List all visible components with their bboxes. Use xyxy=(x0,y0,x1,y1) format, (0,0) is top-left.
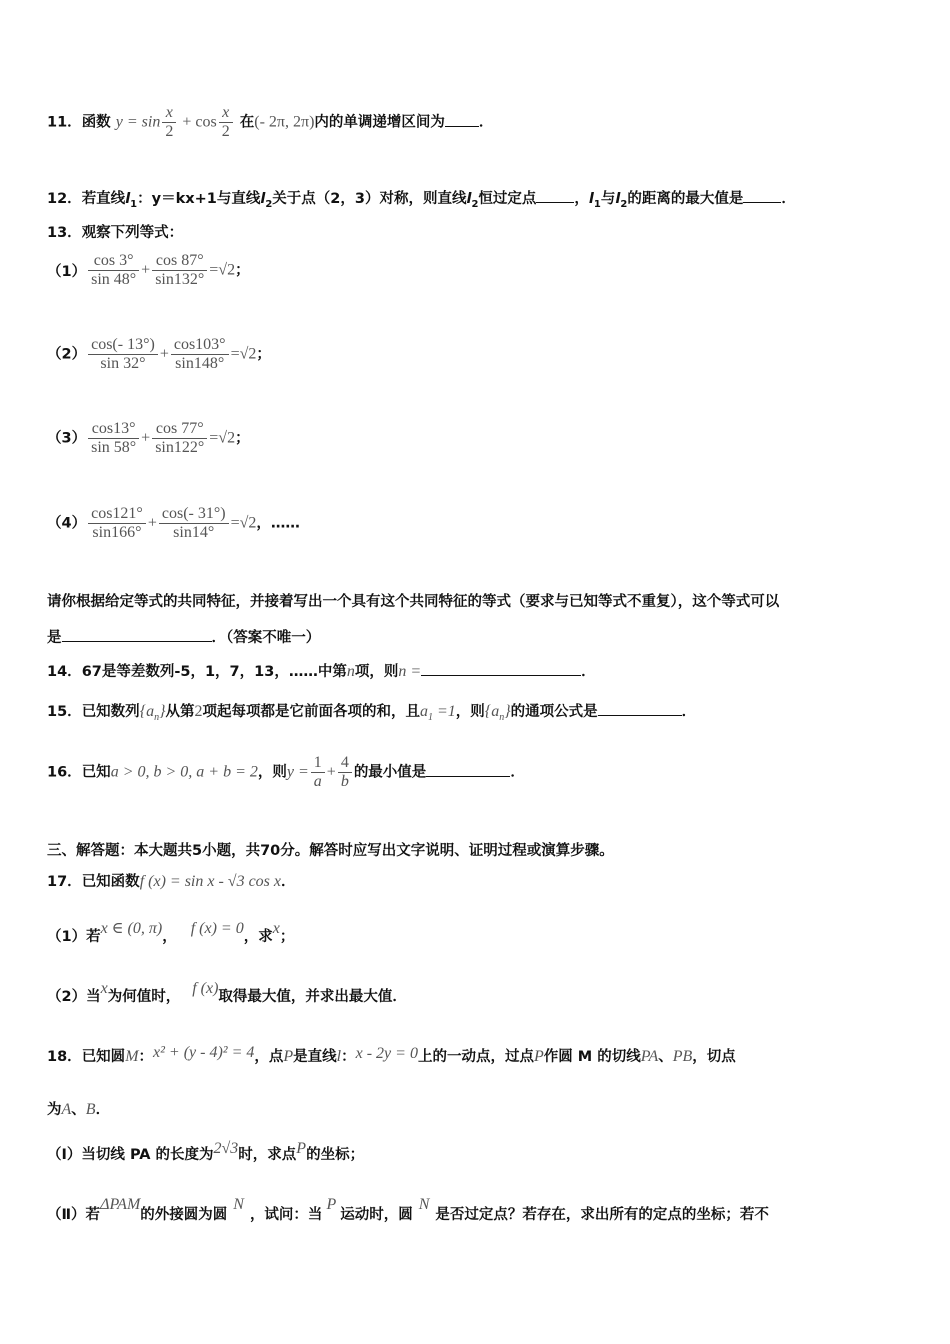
question-18: 18．已知圆M：x² + (y - 4)² = 4，点P是直线l：x - 2y = 0上的一动点，过点P作圆 M 的切线PA、PB，切点 xyxy=(47,1044,736,1065)
answer-blank[interactable] xyxy=(445,112,479,127)
equation-1: （1） $\frac{\cos 3^\circ}{\sin 48^\circ}$ + $\frac{\cos 87^\circ}{\sin 132^\circ}$ =√2； xyxy=(47,252,250,288)
section-3-heading: 三、解答题：本大题共5小题，共70分。解答时应写出文字说明、证明过程或演算步骤。 xyxy=(47,843,614,859)
answer-blank[interactable] xyxy=(426,762,510,777)
answer-blank[interactable] xyxy=(598,701,682,716)
answer-blank[interactable] xyxy=(536,188,574,203)
question-17-part-1: （1）若x ∈ (0, π)， f (x) = 0，求x； xyxy=(47,920,295,945)
question-18-line-2: 为A、B． xyxy=(47,1101,111,1118)
question-18-part-1: （Ⅰ）当切线 PA 的长度为2√3时，求点P的坐标； xyxy=(47,1140,365,1163)
question-13-ask-2: 是 ．（答案不唯一） xyxy=(47,626,320,647)
question-15: 15．已知数列$\{a_n\}$从第2项起每项都是它前面各项的和，且$a_1 =1$，则$\{a_n\}$的通项公式是 ． xyxy=(47,703,697,724)
question-13-title: 13．观察下列等式： xyxy=(47,225,184,241)
question-17: 17．已知函数f (x) = sin x - √3 cos x． xyxy=(47,873,296,890)
question-11: 11．函数 y = sin $\frac{x}{2}$ + cos $\frac{x}{2}$ 在(- 2π, 2π)内的单调递增区间为 ． xyxy=(47,104,494,140)
question-16: 16．已知a > 0, b > 0, a + b = 2，则y = $\frac{1}{a}$ + $\frac{4}{b}$ 的最小值是 ． xyxy=(47,754,525,790)
question-17-part-2: （2）当x为何值时， f (x)取得最大值，并求出最大值． xyxy=(47,980,407,1005)
answer-blank[interactable] xyxy=(743,188,781,203)
q11-formula: y = sin xyxy=(115,113,161,131)
answer-blank[interactable] xyxy=(62,627,212,642)
fraction: $\frac{x}{2}$ xyxy=(219,104,233,141)
question-14: 14．67是等差数列-5，1，7，13，……中第n项，则n = ． xyxy=(47,663,596,680)
equation-2: （2） $\frac{\cos(- 13^\circ)}{\sin 32^\circ}$ + $\frac{\cos 103^\circ}{\sin 148^\circ}$ =√2； xyxy=(47,336,271,372)
fraction: $\frac{x}{2}$ xyxy=(162,104,176,141)
equation-3: （3） $\frac{\cos 13^\circ}{\sin 58^\circ}$ + $\frac{\cos 77^\circ}{\sin 122^\circ}$ =√2； xyxy=(47,420,250,456)
question-18-part-2: （Ⅱ）若ΔPAM的外接圆为圆N，试问：当P运动时，圆N是否过定点？若存在，求出所有的定点的坐标；若不 xyxy=(47,1196,769,1223)
equation-4: （4） $\frac{\cos 121^\circ}{\sin 166^\circ}$ + $\frac{\cos(- 31^\circ)}{\sin 14^\circ}$ =√2，…… xyxy=(47,505,300,541)
question-13-ask-1: 请你根据给定等式的共同特征，并接着写出一个具有这个共同特征的等式（要求与已知等式不重复），这个等式可以 xyxy=(47,594,780,610)
question-12: 12．若直线$l_1$：y＝kx+1与直线$l_2$关于点（2，3）对称，则直线$l_2$恒过定点 ，$l_1$与$l_2$的距离的最大值是 ． xyxy=(47,187,796,210)
answer-blank[interactable] xyxy=(421,661,581,676)
